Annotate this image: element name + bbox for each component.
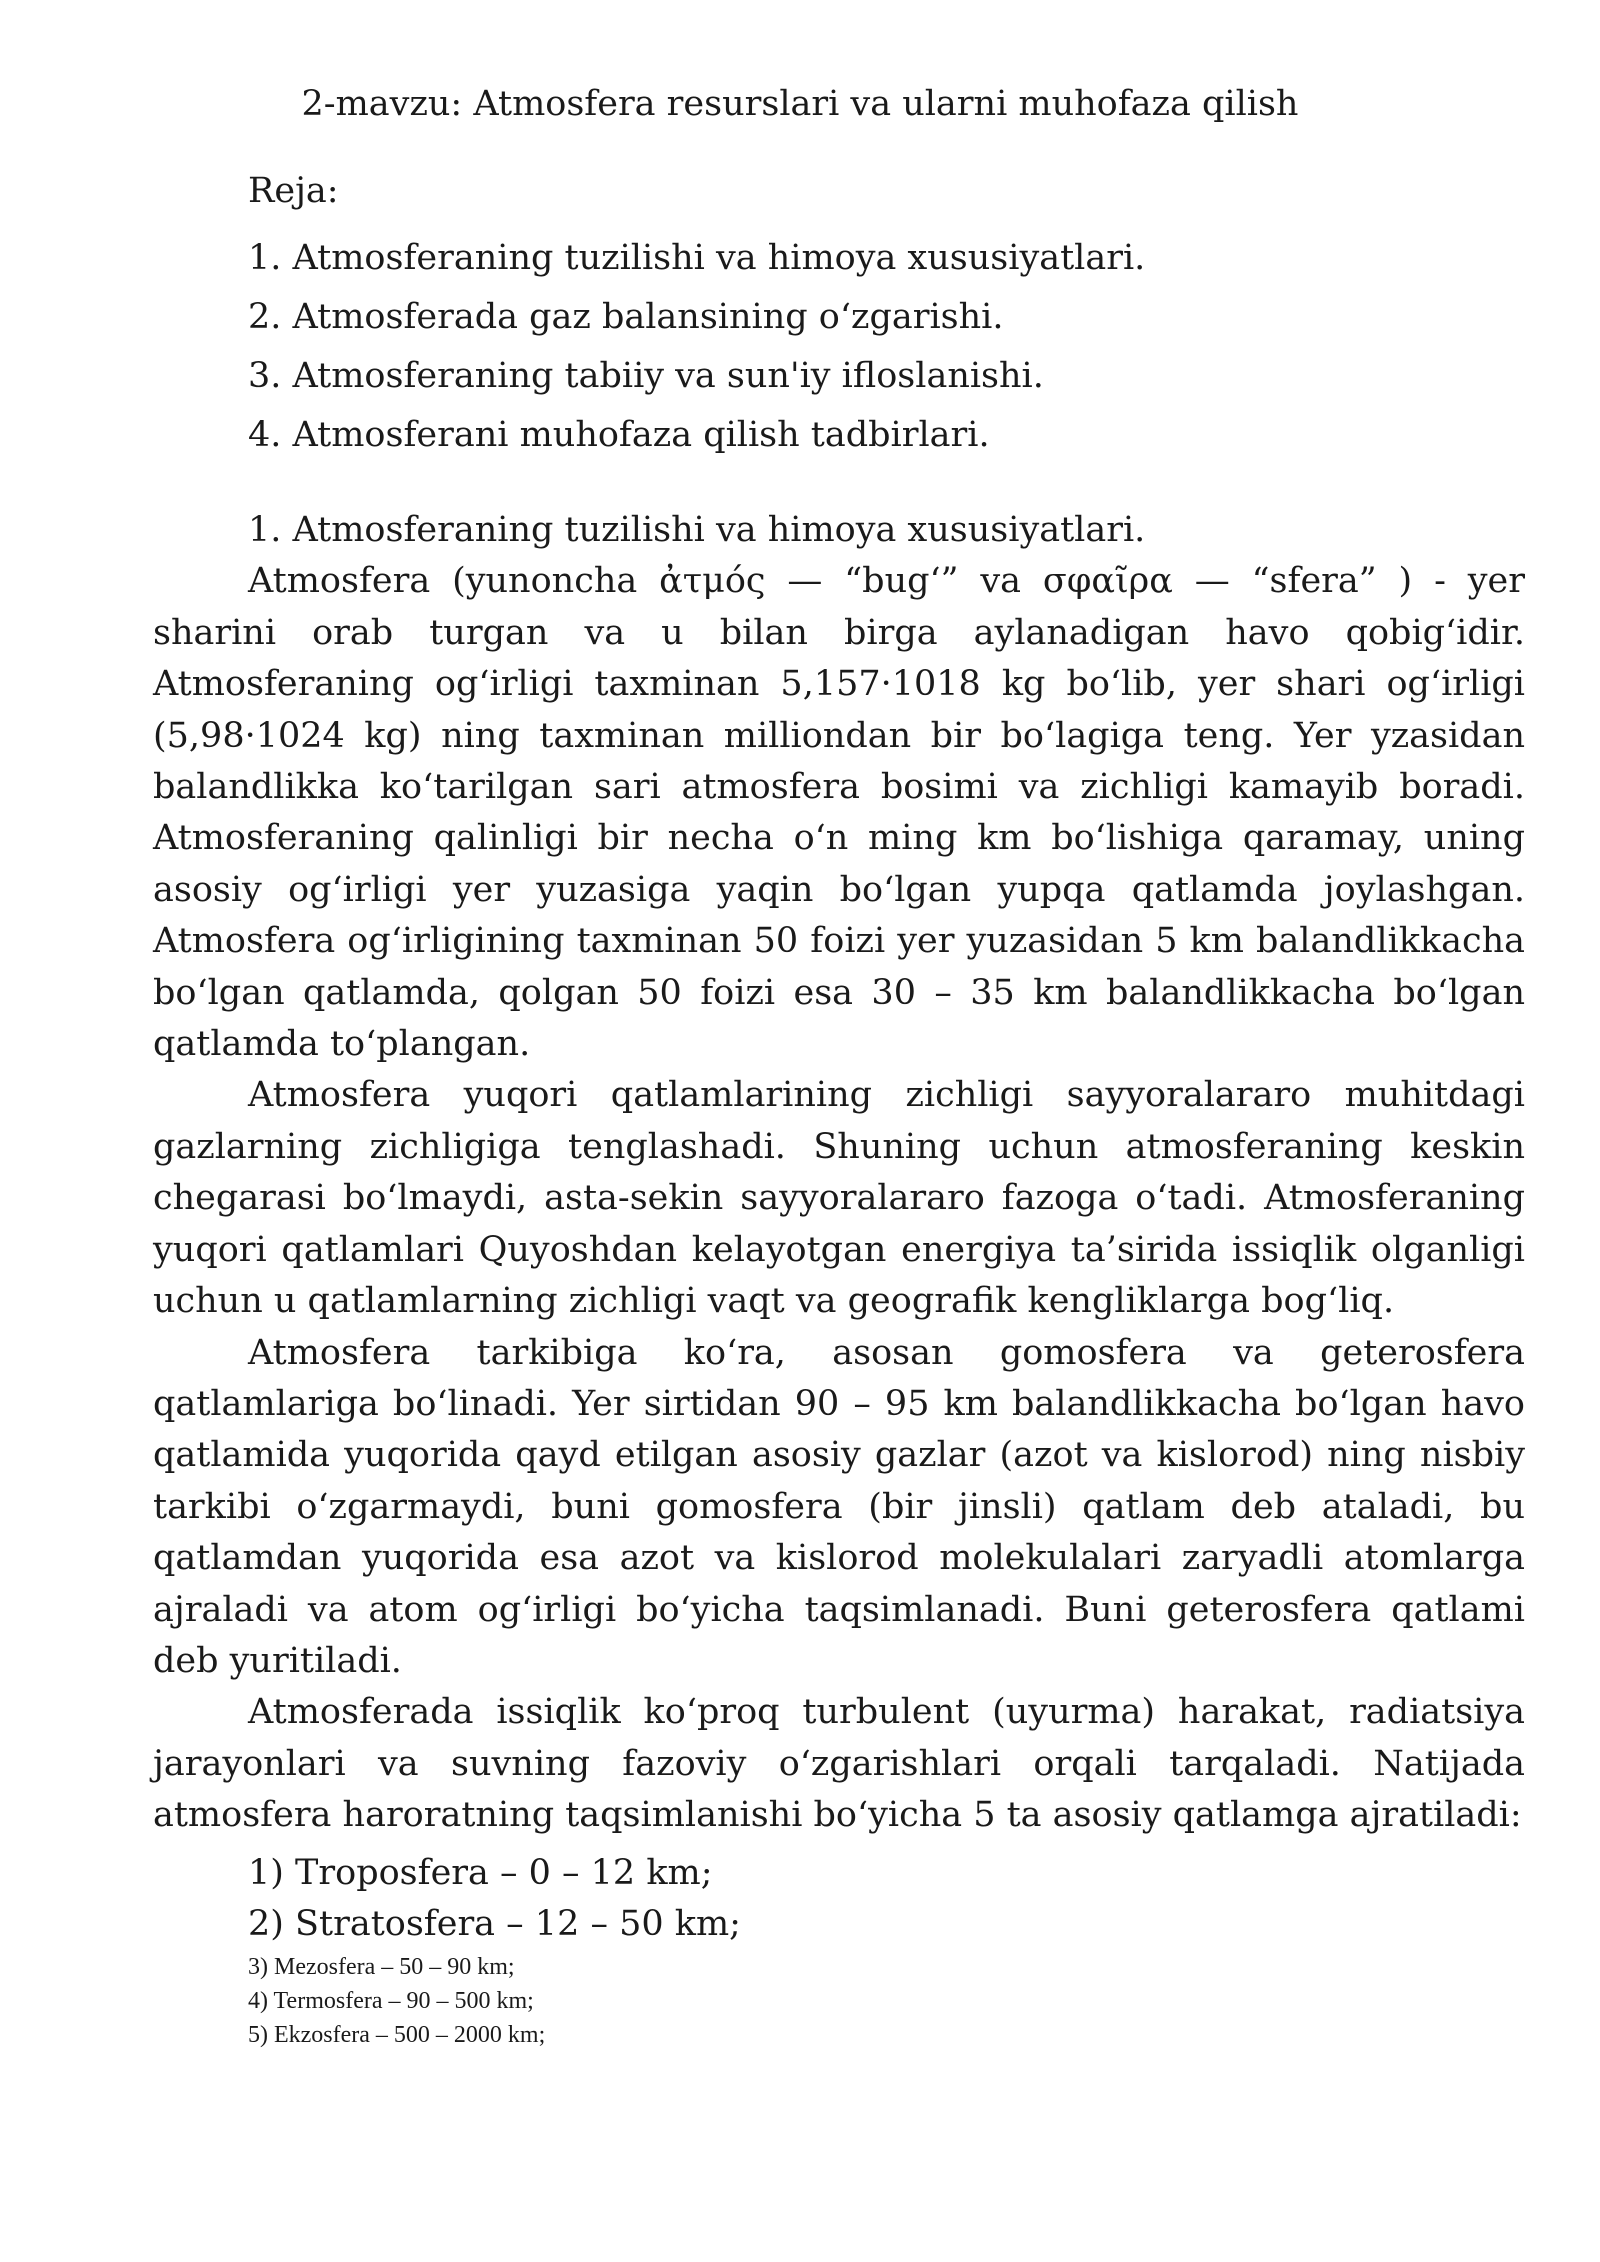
- page-title: 2-mavzu: Atmosfera resurslari va ularni muhofaza qilish: [301, 84, 1299, 124]
- layer-item: 5) Ekzosfera – 500 – 2000 km;: [248, 2022, 546, 2049]
- body-text: [153, 505, 1525, 2052]
- paragraph: Atmosfera (yunoncha ἀτμός — “bug‘” va σφαῖρα — “sfera” ) - yer sharini orab turgan va u bilan birga aylanadigan havo qobig‘idir. Atmosferaning og‘irligi taxminan 5,157·1018 kg bo‘lib, yer shari og‘irligi (5,98·1024 kg) ning taxminan milliondan bir bo‘lagiga teng. Yer yzasidan balandlikka ko‘tarilgan sari atmosfera bosimi va zichligi kamayib boradi. Atmosferaning qalinligi bir necha o‘n ming km bo‘lishiga qaramay, uning asosiy og‘irligi yer yuzasiga yaqin bo‘lgan yupqa qatlamda joylashgan. Atmosfera og‘irligining taxminan 50 foizi yer yuzasidan 5 km balandlikkacha bo‘lgan qatlamda, qolgan 50 foizi esa 30 – 35 km balandlikkacha bo‘lgan qatlamda to‘plangan.: [153, 561, 1525, 1065]
- layer-item: 2) Stratosfera – 12 – 50 km;: [248, 1903, 741, 1944]
- paragraph: Atmosfera yuqori qatlamlarining zichligi sayyoralararo muhitdagi gazlarning zichligiga tenglashadi. Shuning uchun atmosferaning keskin chegarasi bo‘lmaydi, asta-sekin sayyoralararo fazoga o‘tadi. Atmosferaning yuqori qatlamlari Quyoshdan kelayotgan energiya ta’sirida issiqlik olganligi uchun u qatlamlarning zichligi vaqt va geografik kengliklarga bog‘liq.: [153, 1075, 1525, 1322]
- plan-item: 1. Atmosferaning tuzilishi va himoya xususiyatlari.: [248, 238, 1146, 278]
- section-heading: 1. Atmosferaning tuzilishi va himoya xususiyatlari.: [248, 510, 1146, 550]
- plan-item: 4. Atmosferani muhofaza qilish tadbirlari.: [248, 415, 990, 455]
- plan-heading: Reja:: [248, 171, 339, 211]
- plan-item: 2. Atmosferada gaz balansining o‘zgarishi.: [248, 297, 1004, 337]
- plan-item: 3. Atmosferaning tabiiy va sun'iy ifloslanishi.: [248, 356, 1044, 396]
- paragraph: Atmosfera tarkibiga ko‘ra, asosan gomosfera va geterosfera qatlamlariga bo‘linadi. Yer sirtidan 90 – 95 km balandlikkacha bo‘lgan havo qatlamida yuqorida qayd etilgan asosiy gazlar (azot va kislorod) ning nisbiy tarkibi o‘zgarmaydi, buni gomosfera (bir jinsli) qatlam deb ataladi, bu qatlamdan yuqorida esa azot va kislorod molekulalari zaryadli atomlarga ajraladi va atom og‘irligi bo‘yicha taqsimlanadi. Buni geterosfera qatlami deb yuritiladi.: [153, 1332, 1525, 1681]
- paragraph: Atmosferada issiqlik ko‘proq turbulent (uyurma) harakat, radiatsiya jarayonlari va suvning fazoviy o‘zgarishlari orqali tarqaladi. Natijada atmosfera haroratning taqsimlanishi bo‘yicha 5 ta asosiy qatlamga ajratiladi:: [153, 1692, 1525, 1836]
- plan-section: [248, 162, 1145, 465]
- atmosphere-layer-list: [153, 1848, 1525, 2053]
- layer-item: 3) Mezosfera – 50 – 90 km;: [248, 1954, 515, 1981]
- layer-item: 4) Termosfera – 90 – 500 km;: [248, 1988, 534, 2015]
- layer-item: 1) Troposfera – 0 – 12 km;: [248, 1852, 713, 1893]
